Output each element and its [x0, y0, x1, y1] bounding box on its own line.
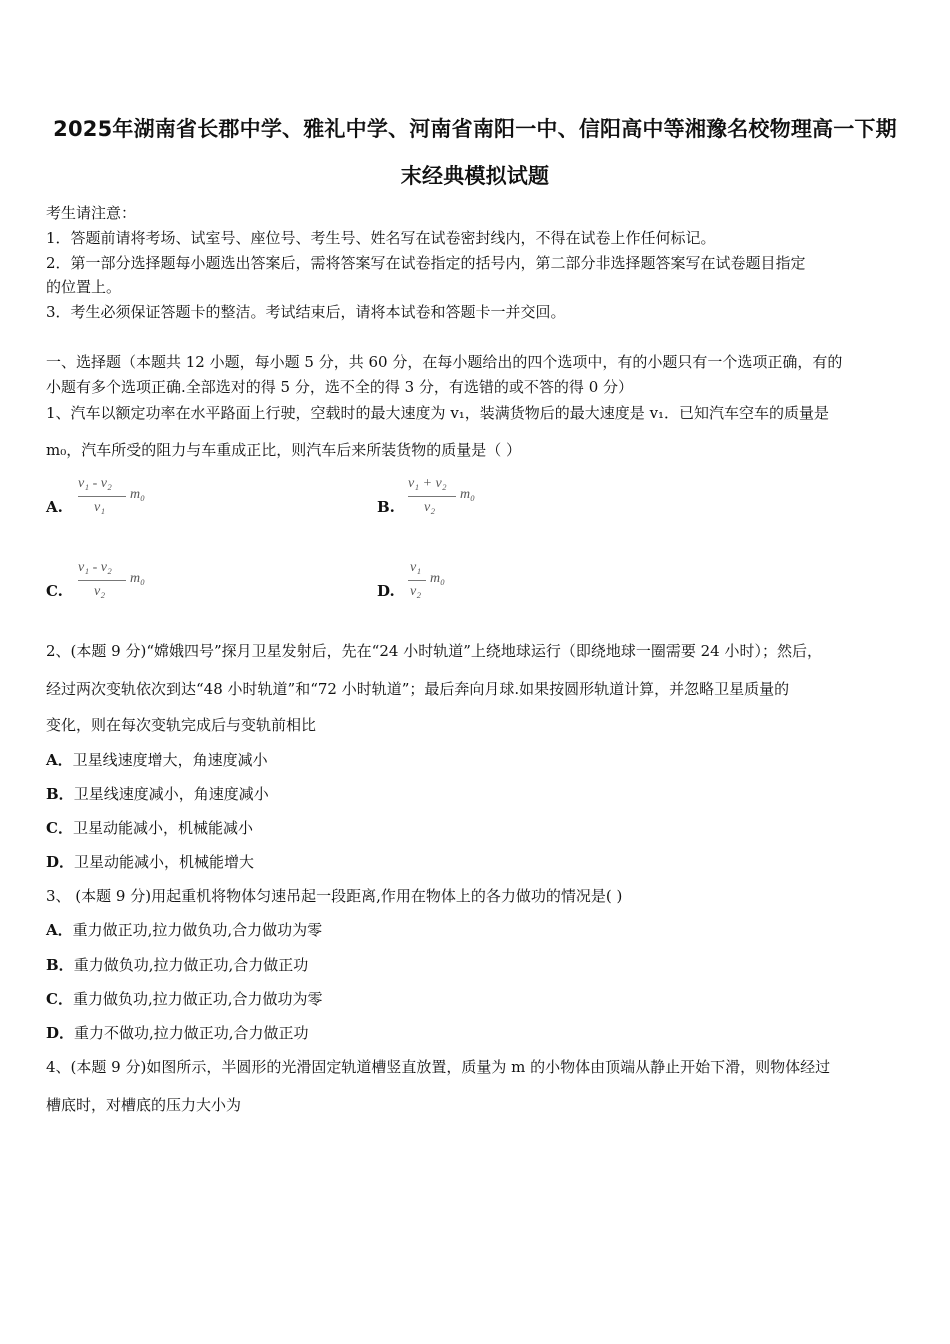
question-2-option-b — [46, 784, 269, 804]
option-a-label: A. — [46, 498, 63, 516]
option-text: 重力做负功,拉力做正功,合力做正功 — [73, 956, 309, 974]
option-b-factor: m₀ — [460, 487, 475, 502]
option-text: 卫星线速度减小，角速度减小 — [73, 785, 269, 803]
section-heading-line-1: 一、选择题（本题共 12 小题，每小题 5 分，共 60 分，在每小题给出的四个选项中，有的小题只有一个选项正确，有的 — [46, 353, 843, 371]
notice-item-3: 3．考生必须保证答题卡的整洁。考试结束后，请将本试卷和答题卡一并交回。 — [46, 303, 566, 321]
question-4-line-1: 4、(本题 9 分)如图所示，半圆形的光滑固定轨道槽竖直放置，质量为 m 的小物体由顶端从静止开始下滑，则物体经过 — [46, 1058, 831, 1076]
option-b-numerator: v₁ + v₂ — [408, 476, 447, 491]
option-c-numerator: v₁ - v₂ — [78, 560, 112, 575]
section-heading-line-2: 小题有多个选项正确.全部选对的得 5 分，选不全的得 3 分，有选错的或不答的得 0 分） — [46, 378, 634, 396]
page-title-line-2: 末经典模拟试题 — [400, 164, 550, 188]
question-1-line-1: 1、汽车以额定功率在水平路面上行驶，空载时的最大速度为 v₁，装满货物后的最大速度是 v₁．已知汽车空车的质量是 — [46, 404, 830, 422]
option-text: 重力做正功,拉力做负功,合力做功为零 — [72, 921, 323, 939]
option-a-denominator: v₁ — [94, 500, 106, 515]
question-4-line-2: 槽底时，对槽底的压力大小为 — [46, 1096, 242, 1114]
option-label: C． — [46, 819, 73, 837]
option-b-label: B. — [377, 498, 395, 516]
option-label: B． — [46, 956, 74, 974]
fraction-bar — [408, 580, 426, 581]
option-label: D． — [46, 1024, 75, 1042]
question-1-line-2: m₀，汽车所受的阻力与车重成正比，则汽车后来所装货物的质量是（ ） — [46, 441, 522, 459]
question-3-option-d — [46, 1023, 309, 1043]
notice-item-2a: 2．第一部分选择题每小题选出答案后，需将答案写在试卷指定的括号内，第二部分非选择题答案写在试卷题目指定 — [46, 254, 806, 272]
option-text: 卫星动能减小，机械能增大 — [74, 853, 255, 871]
option-a-factor: m₀ — [130, 487, 145, 502]
option-text: 卫星线速度增大，角速度减小 — [72, 751, 268, 769]
option-text: 重力不做功,拉力做正功,合力做正功 — [74, 1024, 309, 1042]
question-2-line-2: 经过两次变轨依次到达“48 小时轨道”和“72 小时轨道”；最后奔向月球.如果按圆形轨道计算，并忽略卫星质量的 — [46, 680, 790, 698]
page-title-line-1: 2025年湖南省长郡中学、雅礼中学、河南省南阳一中、信阳高中等湘豫名校物理高一下期 — [53, 117, 897, 141]
option-label: A． — [46, 751, 73, 769]
notice-heading: 考生请注意： — [46, 204, 137, 222]
question-3-option-a — [46, 920, 322, 940]
option-label: C． — [46, 990, 73, 1008]
fraction-bar — [408, 496, 456, 497]
question-2-line-3: 变化，则在每次变轨完成后与变轨前相比 — [46, 716, 317, 734]
question-3-line-1: 3、 (本题 9 分)用起重机将物体匀速吊起一段距离,作用在物体上的各力做功的情况是( ) — [46, 887, 623, 905]
option-d-formula — [408, 560, 468, 606]
notice-item-1: 1．答题前请将考场、试室号、座位号、考生号、姓名写在试卷密封线内，不得在试卷上作任何标记。 — [46, 229, 716, 247]
option-a-formula — [78, 476, 158, 522]
option-b-formula — [408, 476, 488, 522]
option-d-factor: m₀ — [430, 571, 445, 586]
fraction-bar — [78, 580, 126, 581]
option-label: A． — [46, 921, 73, 939]
option-d-numerator: v₁ — [410, 560, 422, 575]
option-c-label: C. — [46, 582, 63, 600]
notice-item-2b: 的位置上。 — [46, 278, 122, 296]
option-c-denominator: v₂ — [94, 584, 106, 599]
option-b-denominator: v₂ — [424, 500, 436, 515]
option-text: 卫星动能减小，机械能减小 — [72, 819, 253, 837]
option-a-numerator: v₁ - v₂ — [78, 476, 112, 491]
option-label: B． — [46, 785, 74, 803]
option-label: D． — [46, 853, 75, 871]
question-3-option-c — [46, 989, 323, 1009]
option-c-formula — [78, 560, 158, 606]
option-c-factor: m₀ — [130, 571, 145, 586]
option-text: 重力做负功,拉力做正功,合力做功为零 — [72, 990, 323, 1008]
option-d-label: D. — [377, 582, 395, 600]
question-2-option-d — [46, 852, 254, 872]
question-2-option-a — [46, 750, 268, 770]
question-3-option-b — [46, 955, 308, 975]
question-2-option-c — [46, 818, 253, 838]
question-2-line-1: 2、(本题 9 分)“嫦娥四号”探月卫星发射后，先在“24 小时轨道”上绕地球运行（即绕地球一圈需要 24 小时）；然后， — [46, 642, 822, 660]
option-d-denominator: v₂ — [410, 584, 422, 599]
fraction-bar — [78, 496, 126, 497]
